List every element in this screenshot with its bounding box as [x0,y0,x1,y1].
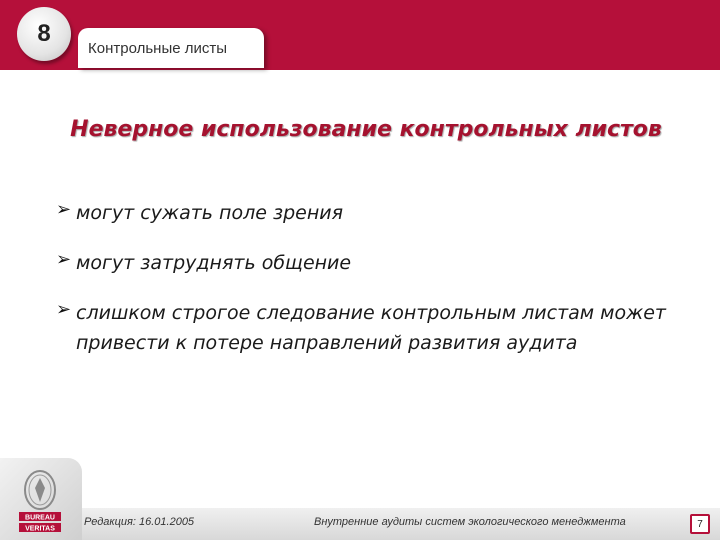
bullet-list [56,198,676,378]
page-title: Неверное использование контрольных листов [70,117,662,142]
slide-number-badge: 8 [17,7,71,61]
section-title: Контрольные листы [88,39,228,57]
bullet-text: могут затруднять общение [76,252,352,274]
arrow-right-icon: ➢ [56,299,72,320]
logo-text-top: BUREAU [25,514,55,522]
list-item [56,248,676,278]
arrow-right-icon: ➢ [56,249,72,270]
page-number: 7 [690,514,710,534]
footer-course-title: Внутренние аудиты систем экологического менеджмента [314,516,626,528]
bullet-text: слишком строгое следование контрольным листам может привести к потере направлений развития аудита [76,302,666,354]
list-item [56,298,676,358]
arrow-right-icon: ➢ [56,199,72,220]
bureau-veritas-logo [17,470,63,534]
section-tab [78,28,264,68]
footer-date: Редакция: 16.01.2005 [84,516,195,528]
list-item [56,198,676,228]
bullet-text: могут сужать поле зрения [76,202,344,224]
logo-text-bottom: VERITAS [25,525,55,533]
